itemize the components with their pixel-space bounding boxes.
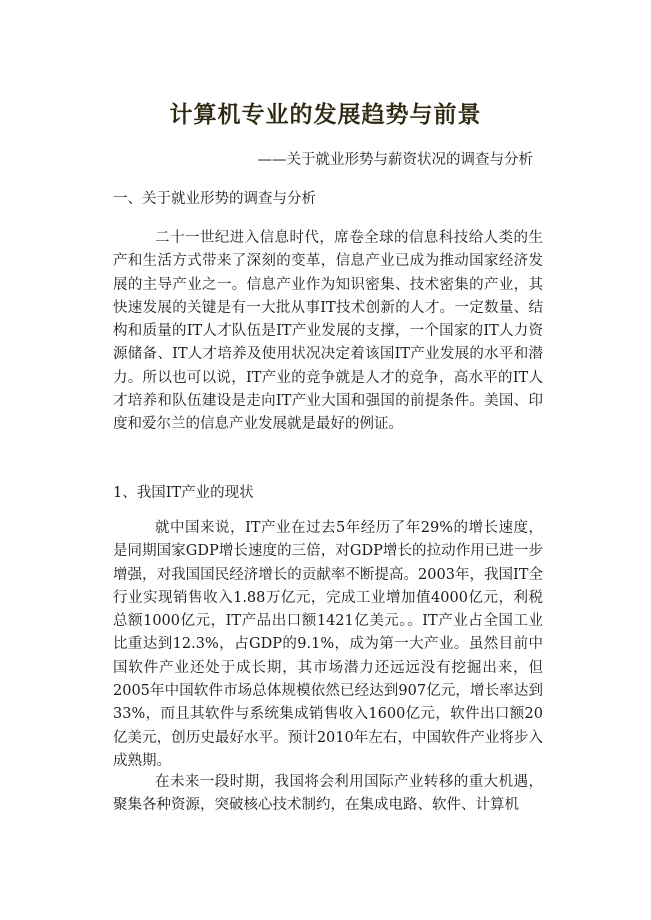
paragraph: 就中国来说，IT产业在过去5年经历了年29%的增长速度，是同期国家GDP增长速度的三倍，对GDP增长的拉动作用已进一步增强，对我国国民经济增长的贡献率不断提高。2003年，我国IT全行业实现销售收入1.88万亿元，完成工业增加值4000亿元，利税总额1000亿元，IT产品出口额1421亿美元。。IT产业占全国工业比重达到12.3%，占GDP的9.1%，成为第一大产业。虽然目前中国软件产业还处于成长期，其市场潜力还远远没有挖掘出来，但2005年中国软件市场总体规模依然已经达到907亿元，增长率达到33%，而且其软件与系统集成销售收入1600亿元，软件出口额20亿美元，创历史最好水平。预计2010年左右，中国软件产业将步入成熟期。 [113, 520, 543, 769]
subsection-heading: 1、我国IT产业的现状 [113, 485, 254, 501]
document-title: 计算机专业的发展趋势与前景 [169, 101, 482, 128]
paragraph: 在未来一段时期，我国将会利用国际产业转移的重大机遇，聚集各种资源，突破核心技术制约，在集成电路、软件、计算机 [113, 774, 543, 814]
paragraph: 二十一世纪进入信息时代，席卷全球的信息科技给人类的生产和生活方式带来了深刻的变革，信息产业已成为推动国家经济发展的主导产业之一。信息产业作为知识密集、技术密集的产业，其快速发展的关键是有一大批从事IT技术创新的人才。一定数量、结构和质量的IT人才队伍是IT产业发展的支撑，一个国家的IT人力资源储备、IT人才培养及使用状况决定着该国IT产业发展的水平和潜力。所以也可以说，IT产业的竞争就是人才的竞争，高水平的IT人才培养和队伍建设是走向IT产业大国和强国的前提条件。美国、印度和爱尔兰的信息产业发展就是最好的例证。 [113, 230, 543, 433]
section-heading: 一、关于就业形势的调查与分析 [113, 191, 316, 207]
document-subtitle: ——关于就业形势与薪资状况的调查与分析 [257, 152, 533, 168]
